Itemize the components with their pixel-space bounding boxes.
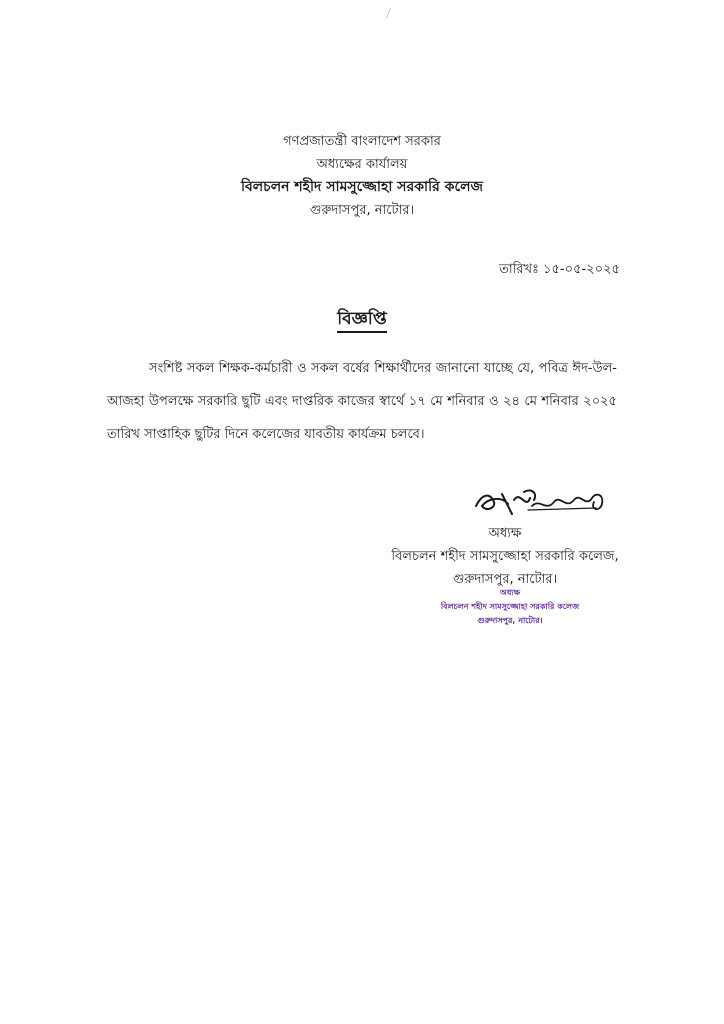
signatory-block bbox=[360, 522, 650, 591]
government-name: গণপ্রজাতন্ত্রী বাংলাদেশ সরকার bbox=[283, 134, 441, 149]
college-name: বিলচলন শহীদ সামসুজ্জোহা সরকারি কলেজ bbox=[240, 179, 484, 195]
signatory-college: বিলচলন শহীদ সামসুজ্জোহা সরকারি কলেজ, bbox=[391, 549, 619, 564]
stamp-college: বিলচলন শহীদ সামসুজ্জোহা সরকারি কলেজ bbox=[440, 602, 580, 611]
signatory-location: গুরুদাসপুর, নাটোর। bbox=[452, 572, 558, 587]
scan-mark bbox=[386, 8, 397, 18]
notice-title bbox=[0, 306, 724, 334]
signatory-designation: অধ্যক্ষ bbox=[488, 526, 522, 541]
college-location: গুরুদাসপুর, নাটোর। bbox=[309, 203, 415, 218]
stamp-designation: অধ্যক্ষ bbox=[499, 588, 521, 597]
letterhead bbox=[0, 130, 724, 222]
notice-body: সংশিষ্ট সকল শিক্ষক-কর্মচারী ও সকল বর্ষের শিক্ষার্থীদের জানানো যাচ্ছে যে, পবিত্র ঈদ-উল-আজহা উপলক্ষে সরকারি ছুটি এবং দাপ্তরিক কাজের স্বার্থে ১৭ মে শনিবার ও ২৪ মে শনিবার ২০২৫ তারিখ সাপ্তাহিক ছুটির দিনে কলেজের যাবতীয় কার্যক্রম চলবে। bbox=[107, 361, 617, 442]
office-name: অধ্যক্ষের কার্যালয় bbox=[316, 157, 408, 172]
notice-date: তারিখঃ ১৫-০৫-২০২৫ bbox=[499, 262, 620, 277]
signature-icon bbox=[468, 484, 618, 524]
notice-title-text: বিজ্ঞপ্তি bbox=[337, 309, 386, 333]
stamp-location: গুরুদাসপুর, নাটোর। bbox=[477, 616, 543, 625]
official-stamp bbox=[410, 586, 610, 628]
